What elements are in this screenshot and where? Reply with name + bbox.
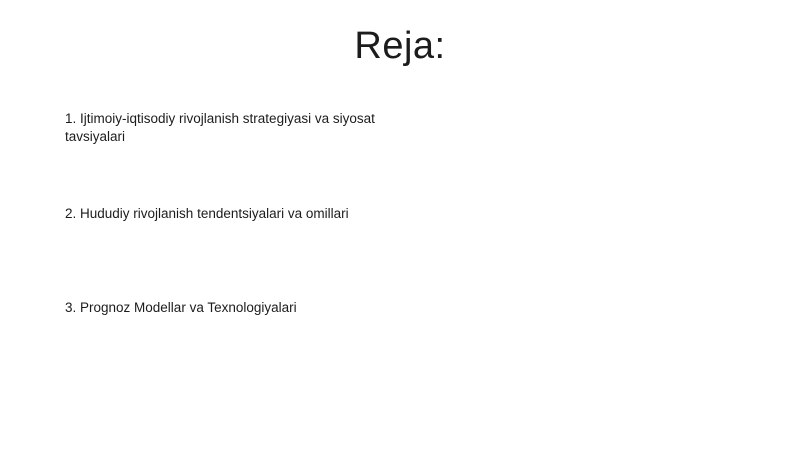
plan-item-1: 1. Ijtimoiy-iqtisodiy rivojlanish strategiyasi va siyosat tavsiyalari [65, 111, 375, 144]
plan-item-3: 3. Prognoz Modellar va Texnologiyalari [65, 300, 297, 315]
slide-title: Reja: [354, 25, 446, 67]
plan-item-2: 2. Hududiy rivojlanish tendentsiyalari va omillari [65, 206, 349, 221]
